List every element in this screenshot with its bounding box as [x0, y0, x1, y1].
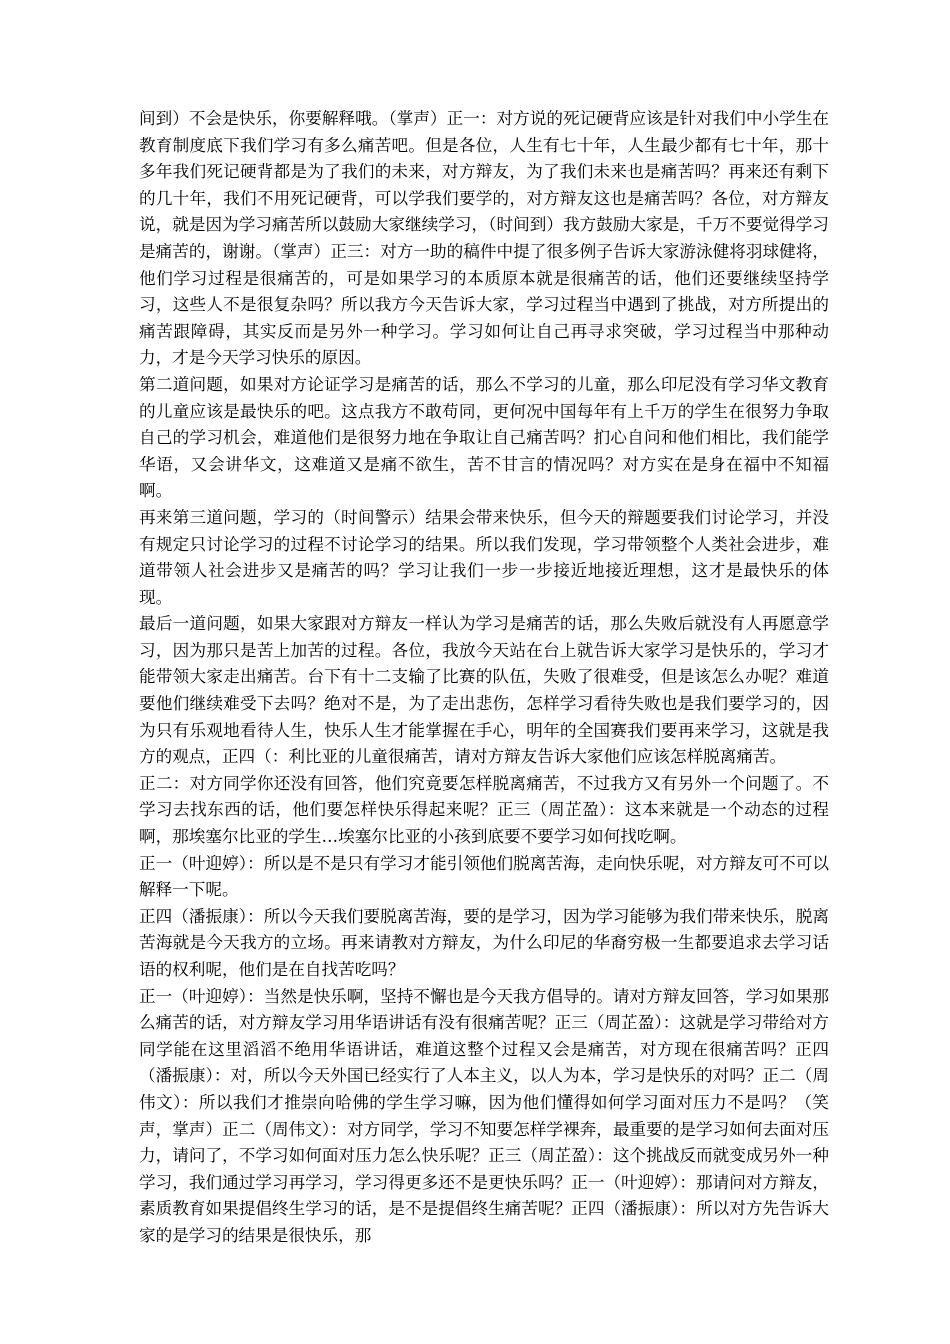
paragraph-3: 再来第三道问题，学习的（时间警示）结果会带来快乐，但今天的辩题要我们讨论学习，并没有规定只讨论学习的过程不讨论学习的结果。所以我们发现，学习带领整个人类社会进步，难道带领人社会进步又是痛苦的吗？学习让我们一步一步接近地接近理想，这才是最快乐的体现。: [139, 507, 829, 607]
document-page: [139, 106, 829, 1250]
paragraph-2: 第二道问题，如果对方论证学习是痛苦的话，那么不学习的儿童，那么印尼没有学习华文教育的儿童应该是最快乐的吧。这点我方不敢苟同，更何况中国每年有上千万的学生在很努力争取自己的学习机会，难道他们是很努力地在争取让自己痛苦吗？扪心自问和他们相比，我们能学华语，又会讲华文，这难道又是痛不欲生，苦不甘言的情况吗？对方实在是身在福中不知福啊。: [139, 374, 829, 501]
paragraph-6: 正一（叶迎婷）：所以是不是只有学习才能引领他们脱离苦海，走向快乐呢，对方辩友可不可以解释一下呢。: [139, 853, 829, 900]
paragraph-8: 正一（叶迎婷）：当然是快乐啊，坚持不懈也是今天我方倡导的。请对方辩友回答，学习如果那么痛苦的话，对方辩友学习用华语讲话有没有很痛苦呢？正三（周芷盈）：这就是学习带给对方同学能在这里滔滔不绝用华语讲话，难道这整个过程又会是痛苦，对方现在很痛苦吗？正四（潘振康）：对，所以今天外国已经实行了人本主义，以人为本，学习是快乐的对吗？正二（周伟文）：所以我们才推崇向哈佛的学生学习嘛，因为他们懂得如何学习面对压力不是吗？（笑声，掌声）正二（周伟文）：对方同学，学习不知要怎样学裸奔，最重要的是学习如何去面对压力，请问了，不学习如何面对压力怎么快乐呢？正三（周芷盈）：这个挑战反而就变成另外一种学习，我们通过学习再学习，学习得更多还不是更快乐吗？正一（叶迎婷）：那请问对方辩友，素质教育如果提倡终生学习的话，是不是提倡终生痛苦呢？正四（潘振康）：所以对方先告诉大家的是学习的结果是很快乐，那: [139, 986, 829, 1245]
paragraph-1: 间到）不会是快乐，你要解释哦。（掌声）正一：对方说的死记硬背应该是针对我们中小学生在教育制度底下我们学习有多么痛苦吧。但是各位，人生有七十年，人生最少都有七十年，那十多年我们死记硬背都是为了我们的未来，对方辩友，为了我们未来也是痛苦吗？再来还有剩下的几十年，我们不用死记硬背，可以学我们要学的，对方辩友这也是痛苦吗？各位，对方辩友说，就是因为学习痛苦所以鼓励大家继续学习，（时间到）我方鼓励大家是，千万不要觉得学习是痛苦的，谢谢。（掌声）正三：对方一助的稿件中提了很多例子告诉大家游泳健将羽球健将，他们学习过程是很痛苦的，可是如果学习的本质原本就是很痛苦的话，他们还要继续坚持学习，这些人不是很复杂吗？所以我方今天告诉大家，学习过程当中遇到了挑战，对方所提出的痛苦跟障碍，其实反而是另外一种学习。学习如何让自己再寻求突破，学习过程当中那种动力，才是今天学习快乐的原因。: [139, 109, 829, 368]
paragraph-5: 正二：对方同学你还没有回答，他们究竟要怎样脱离痛苦，不过我方又有另外一个问题了。不学习去找东西的话，他们要怎样快乐得起来呢？正三（周芷盈）：这本来就是一个动态的过程啊，那埃塞尔比亚的学生…埃塞尔比亚的小孩到底要不要学习如何找吃啊。: [139, 773, 829, 847]
paragraph-4: 最后一道问题，如果大家跟对方辩友一样认为学习是痛苦的话，那么失败后就没有人再愿意学习，因为那只是苦上加苦的过程。各位，我放今天站在台上就告诉大家学习是快乐的，学习才能带领大家走出痛苦。台下有十二支输了比赛的队伍，失败了很难受，但是该怎么办呢？难道要他们继续难受下去吗？绝对不是，为了走出悲伤，怎样学习看待失败也是我们要学习的，因为只有乐观地看待人生，快乐人生才能掌握在手心，明年的全国赛我们要再来学习，这就是我方的观点，正四（：利比亚的儿童很痛苦，请对方辩友告诉大家他们应该怎样脱离痛苦。: [139, 614, 829, 767]
paragraph-7: 正四（潘振康）：所以今天我们要脱离苦海，要的是学习，因为学习能够为我们带来快乐，脱离苦海就是今天我方的立场。再来请教对方辩友，为什么印尼的华裔穷极一生都要追求去学习话语的权利呢，他们是在自找苦吃吗？: [139, 906, 829, 979]
